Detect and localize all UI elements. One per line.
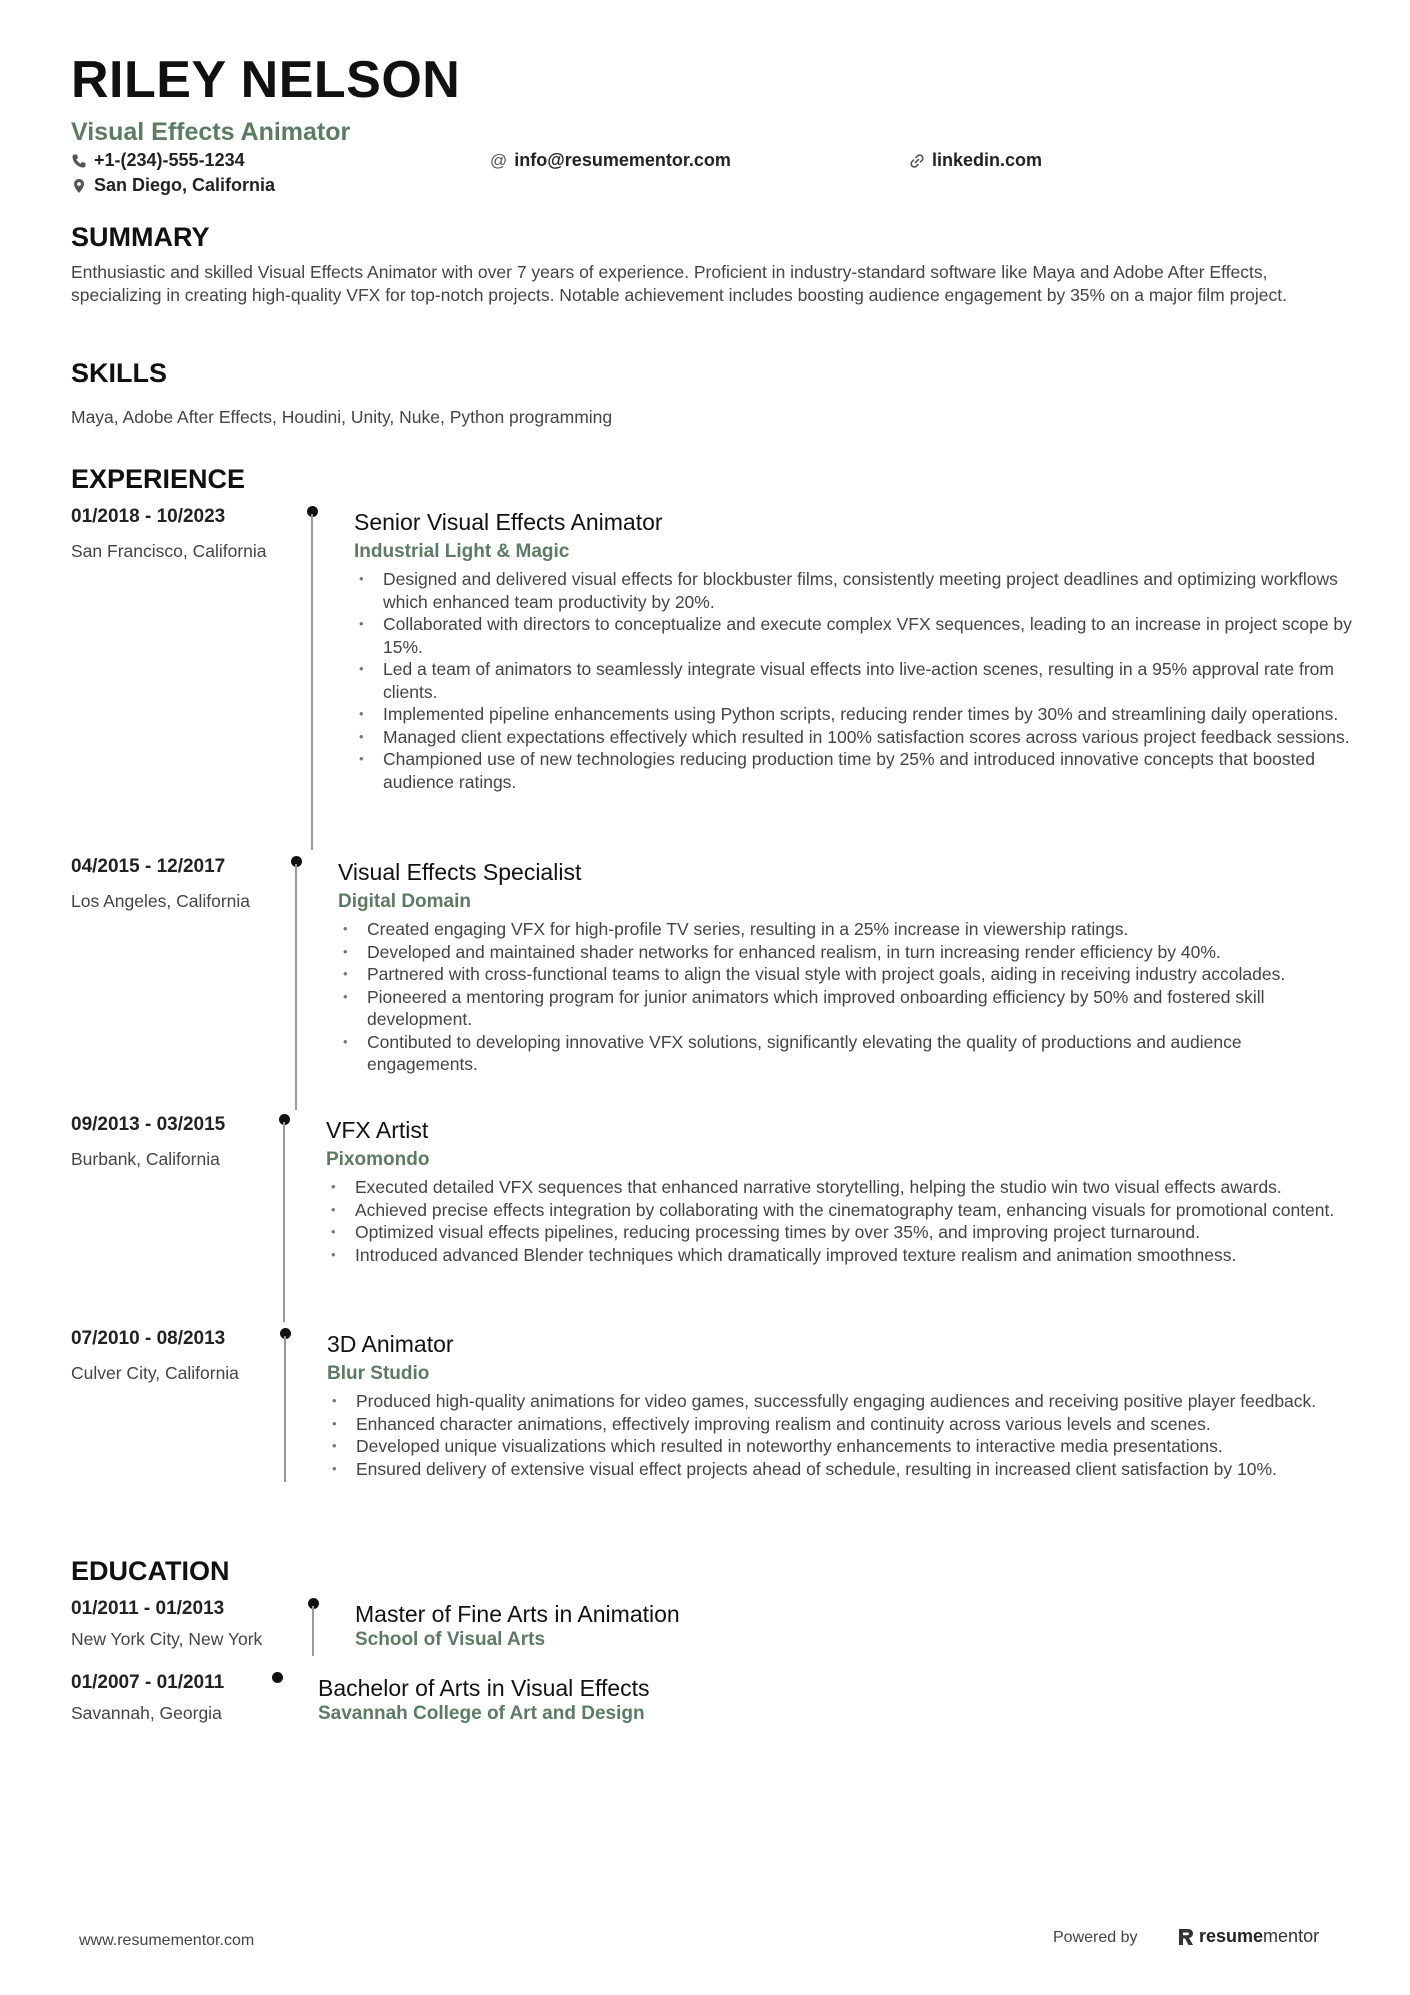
bullet-item: • Collaborated with directors to conceptualize and execute complex VFX sequences, leading to an increase in project scope by 15%. xyxy=(359,614,1352,657)
location-text: San Diego, California xyxy=(94,175,276,195)
entry-dates: 01/2007 - 01/2011 xyxy=(71,1672,225,1693)
link-icon xyxy=(909,153,925,169)
timeline-line xyxy=(311,514,313,850)
experience-entry xyxy=(71,856,1346,1106)
skills-text: Maya, Adobe After Effects, Houdini, Unity, Nuke, Python programming xyxy=(71,407,613,427)
bullet-item: • Designed and delivered visual effects for blockbuster films, consistently meeting project deadlines and optimizing workflows which enhanced team productivity by 20%. xyxy=(359,569,1338,612)
timeline-dot xyxy=(272,1672,283,1683)
at-icon: @ xyxy=(490,150,508,170)
phone-text: +1-(234)-555-1234 xyxy=(94,150,245,170)
degree-title: Bachelor of Arts in Visual Effects xyxy=(318,1675,650,1701)
timeline-line xyxy=(312,1606,314,1656)
timeline-line xyxy=(284,1336,286,1482)
bullet-item: • Pioneered a mentoring program for junior animators which improved onboarding efficiency by 50% and fostered skill development. xyxy=(343,986,1265,1029)
brand-logo[interactable] xyxy=(1177,1926,1319,1947)
bullet-item: • Produced high-quality animations for video games, successfully engaging audiences and receiving positive player feedback. xyxy=(332,1391,1317,1411)
bullet-item: • Implemented pipeline enhancements using Python scripts, reducing render times by 30% and streamlining daily operations. xyxy=(359,704,1339,724)
entry-body xyxy=(338,856,1348,1076)
bullet-item: • Created engaging VFX for high-profile TV series, resulting in a 25% increase in viewership ratings. xyxy=(343,919,1129,939)
bullet-item: • Achieved precise effects integration by collaborating with the cinematography team, enhancing visuals for promotional content. xyxy=(331,1199,1335,1220)
job-title: Visual Effects Animator xyxy=(71,118,351,146)
bullet-list xyxy=(338,918,1348,1076)
position-title: VFX Artist xyxy=(326,1117,429,1143)
entry-dates: 01/2018 - 10/2023 xyxy=(71,506,226,527)
entry-body xyxy=(326,1114,1346,1266)
entry-dates: 07/2010 - 08/2013 xyxy=(71,1328,226,1349)
phone-icon xyxy=(71,153,87,169)
brand-name-bold: resume xyxy=(1199,1926,1264,1946)
experience-entry xyxy=(71,1114,1346,1320)
company-name: Industrial Light & Magic xyxy=(354,541,570,562)
linkedin-text: linkedin.com xyxy=(932,150,1043,170)
entry-location: Los Angeles, California xyxy=(71,891,250,911)
skills-heading: SKILLS xyxy=(71,358,168,388)
bullet-item: • Ensured delivery of extensive visual effect projects ahead of schedule, resulting in increased client satisfaction by 10%. xyxy=(332,1458,1277,1479)
candidate-name: RILEY NELSON xyxy=(71,51,461,109)
summary-text: Enthusiastic and skilled Visual Effects Animator with over 7 years of experience. Proficient in industry-standard software like Maya and Adobe After Effects, specializing in creating high-quality VFX for top-notch projects. Notable achievement includes boosting audience engagement by 35% on a major film project. xyxy=(71,262,1287,305)
bullet-list xyxy=(326,1176,1346,1266)
experience-entry xyxy=(71,506,1352,846)
phone-contact[interactable] xyxy=(71,150,245,171)
bullet-item: • Developed and maintained shader networks for enhanced realism, in turn increasing render efficiency by 40%. xyxy=(343,941,1221,962)
bullet-item: • Led a team of animators to seamlessly integrate visual effects into live-action scenes, resulting in a 95% approval rate from clients. xyxy=(359,659,1334,702)
brand-name-light: mentor xyxy=(1263,1926,1320,1946)
email-text: info@resumementor.com xyxy=(514,150,731,170)
entry-location: San Francisco, California xyxy=(71,541,267,561)
position-title: 3D Animator xyxy=(327,1331,454,1357)
summary-heading: SUMMARY xyxy=(71,222,210,252)
entry-location: Culver City, California xyxy=(71,1363,239,1383)
education-entry xyxy=(71,1672,1346,1734)
map-pin-icon xyxy=(71,178,87,194)
footer-website[interactable]: www.resumementor.com xyxy=(79,1932,255,1949)
education-entry xyxy=(71,1598,1346,1660)
brand-mark-icon xyxy=(1177,1927,1195,1947)
company-name: Digital Domain xyxy=(338,891,472,912)
entry-body xyxy=(355,1598,1255,1651)
entry-dates: 09/2013 - 03/2015 xyxy=(71,1114,226,1135)
position-title: Senior Visual Effects Animator xyxy=(354,509,663,535)
timeline-line xyxy=(295,864,297,1110)
bullet-item: • Developed unique visualizations which resulted in noteworthy enhancements to interactive media presentations. xyxy=(332,1436,1223,1456)
bullet-item: • Introduced advanced Blender techniques which dramatically improved texture realism and animation smoothness. xyxy=(331,1244,1237,1265)
email-contact[interactable] xyxy=(490,150,731,171)
school-name: Savannah College of Art and Design xyxy=(318,1703,645,1724)
bullet-item: • Executed detailed VFX sequences that enhanced narrative storytelling, helping the studio win two visual effects awards. xyxy=(331,1177,1282,1197)
linkedin-contact[interactable] xyxy=(909,150,1042,171)
bullet-item: • Enhanced character animations, effectively improving realism and continuity across various levels and scenes. xyxy=(332,1413,1211,1434)
entry-dates: 01/2011 - 01/2013 xyxy=(71,1598,225,1619)
bullet-list xyxy=(327,1390,1347,1480)
bullet-list xyxy=(354,568,1354,793)
company-name: Pixomondo xyxy=(326,1149,430,1170)
powered-by-label: Powered by xyxy=(1053,1929,1138,1946)
entry-dates: 04/2015 - 12/2017 xyxy=(71,856,226,877)
experience-entry xyxy=(71,1328,1346,1483)
timeline-line xyxy=(283,1122,285,1322)
experience-heading: EXPERIENCE xyxy=(71,464,246,494)
position-title: Visual Effects Specialist xyxy=(338,859,582,885)
company-name: Blur Studio xyxy=(327,1363,430,1384)
bullet-item: • Managed client expectations effectively which resulted in 100% satisfaction scores across various project feedback sessions. xyxy=(359,726,1350,747)
bullet-item: • Contibuted to developing innovative VFX solutions, significantly elevating the quality of productions and audience engagements. xyxy=(343,1031,1242,1074)
entry-location: New York City, New York xyxy=(71,1629,263,1649)
education-heading: EDUCATION xyxy=(71,1556,230,1586)
entry-location: Burbank, California xyxy=(71,1149,220,1169)
entry-body xyxy=(354,506,1354,793)
degree-title: Master of Fine Arts in Animation xyxy=(355,1601,680,1627)
bullet-item: • Partnered with cross-functional teams to align the visual style with project goals, aiding in receiving industry accolades. xyxy=(343,964,1286,984)
location-contact xyxy=(71,175,275,196)
entry-body xyxy=(318,1672,1218,1725)
entry-location: Savannah, Georgia xyxy=(71,1703,222,1723)
school-name: School of Visual Arts xyxy=(355,1629,546,1650)
bullet-item: • Championed use of new technologies reducing production time by 25% and introduced innovative concepts that boosted audience ratings. xyxy=(359,749,1315,792)
bullet-item: • Optimized visual effects pipelines, reducing processing times by over 35%, and improving project turnaround. xyxy=(331,1222,1200,1242)
entry-body xyxy=(327,1328,1347,1480)
